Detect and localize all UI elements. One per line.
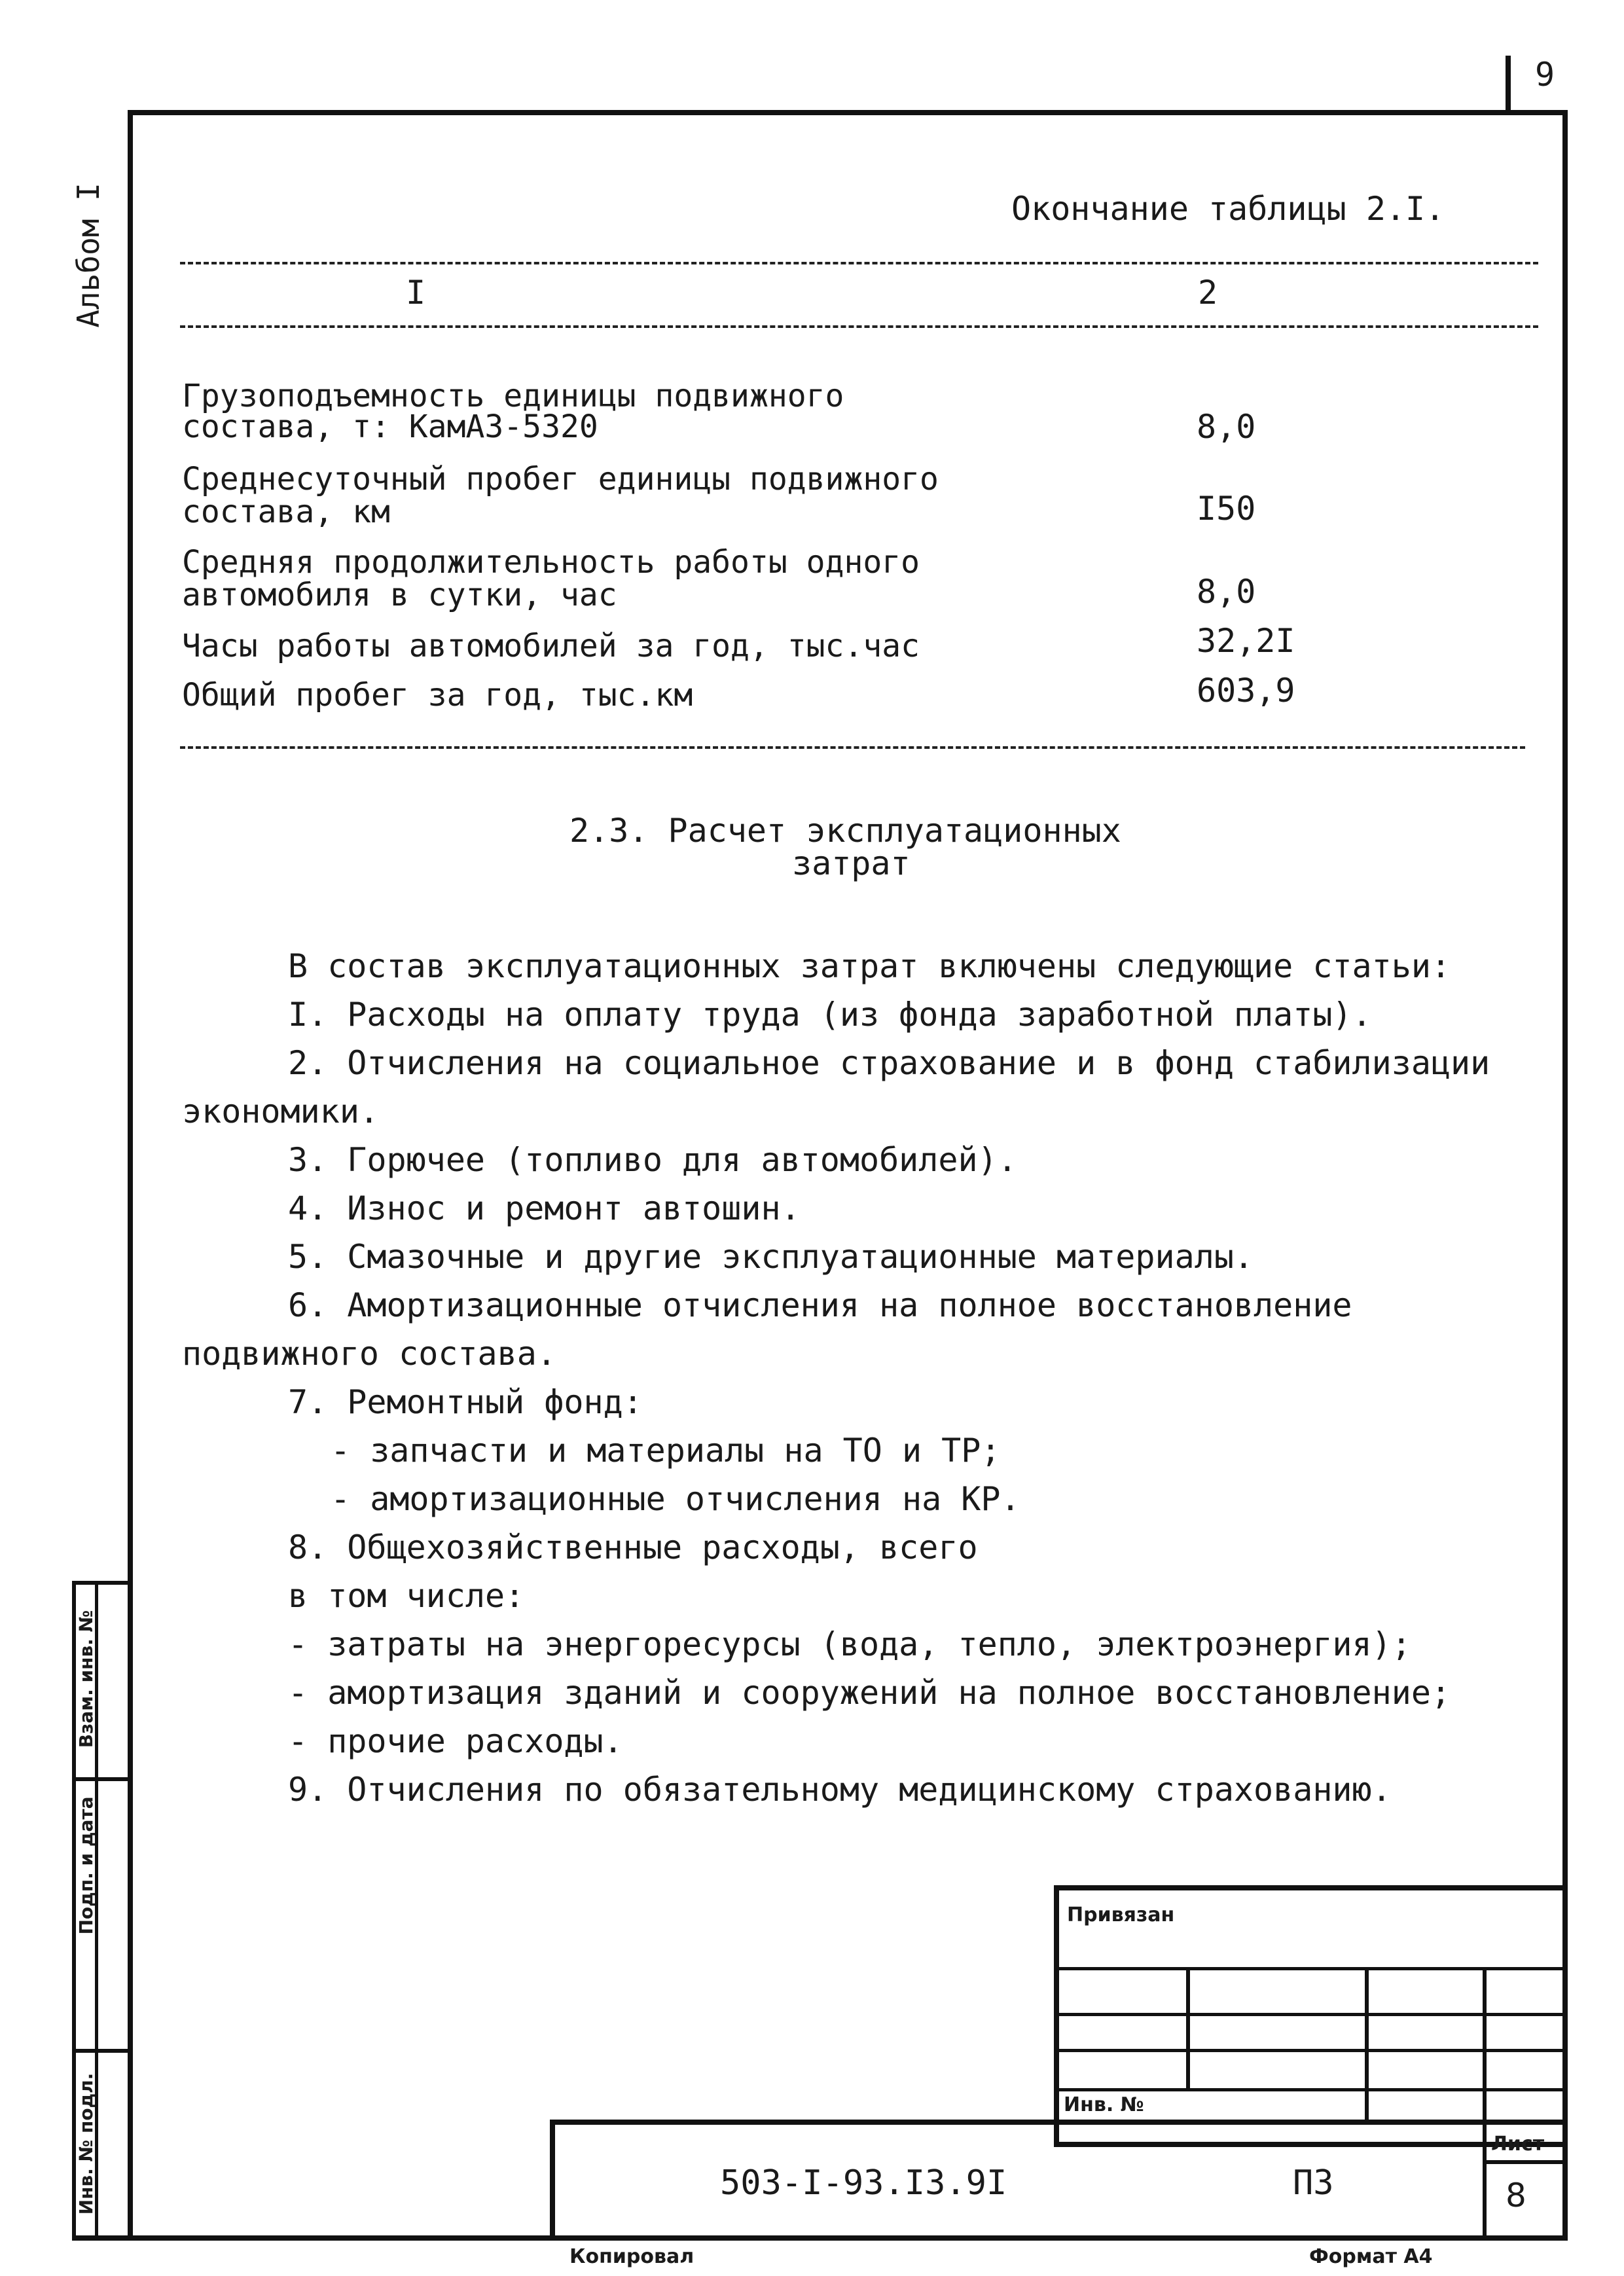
album-label: Альбом I <box>71 183 106 328</box>
table-row-value: 8,0 <box>1197 573 1256 611</box>
section-title-line1: 2.3. Расчет эксплуатационных <box>569 812 1121 850</box>
section-title-line2: затрат <box>792 844 911 882</box>
table-col2-header: 2 <box>1198 274 1218 312</box>
stamp-inv-no: Инв. № <box>1064 2093 1144 2116</box>
body-line: - амортизационные отчисления на КР. <box>331 1480 1020 1518</box>
body-line: 8. Общехозяйственные расходы, всего <box>288 1528 978 1566</box>
table-row-value: 8,0 <box>1197 408 1256 446</box>
body-line: - прочие расходы. <box>288 1722 623 1760</box>
table-row-value: I50 <box>1197 490 1256 528</box>
body-line: в том числе: <box>288 1577 525 1615</box>
body-line: - амортизация зданий и сооружений на полное восстановление; <box>288 1674 1451 1712</box>
stamp-doc-type: ПЗ <box>1293 2163 1334 2203</box>
stamp-hline <box>1054 2088 1568 2091</box>
table-top-rule <box>180 262 1538 264</box>
table-bottom-rule <box>180 746 1525 749</box>
table-row-label: Общий пробег за год, тыс.км <box>182 677 693 714</box>
corner-tick <box>1506 56 1511 115</box>
body-line: 6. Амортизационные отчисления на полное восстановление <box>288 1286 1352 1324</box>
table-caption: Окончание таблицы 2.I. <box>1011 190 1445 228</box>
table-row-value: 32,2I <box>1197 622 1295 660</box>
table-row-label: состава, км <box>182 494 390 530</box>
table-row-label: Среднесуточный пробег единицы подвижного <box>182 461 939 497</box>
table-header-rule <box>180 325 1538 328</box>
stamp-list-rule <box>1483 2160 1568 2164</box>
body-line: экономики. <box>182 1093 380 1130</box>
body-line: подвижного состава. <box>182 1335 556 1373</box>
body-line: 5. Смазочные и другие эксплуатационные материалы. <box>288 1238 1254 1276</box>
corner-page-number: 9 <box>1535 56 1555 94</box>
body-line: 9. Отчисления по обязательному медицинскому страхованию. <box>288 1771 1392 1809</box>
stamp-document-code: 503-I-93.I3.9I <box>720 2163 1007 2203</box>
body-line: 2. Отчисления на социальное страхование и в фонд стабилизации <box>288 1044 1490 1082</box>
stamp-sheet-number: 8 <box>1506 2177 1526 2214</box>
side-podp-data: Подп. и дата <box>75 1796 97 1935</box>
body-line: - запчасти и материалы на ТО и ТР; <box>331 1432 1001 1470</box>
table-row-label: Средняя продолжительность работы одного <box>182 544 920 581</box>
table-row-label: Часы работы автомобилей за год, тыс.час <box>182 628 920 664</box>
table-col1-header: I <box>406 274 426 312</box>
body-line: 4. Износ и ремонт автошин. <box>288 1189 801 1227</box>
side-vzam-inv: Взам. инв. № <box>75 1610 97 1748</box>
stamp-format: Формат А4 <box>1309 2245 1433 2268</box>
table-row-label: автомобиля в сутки, час <box>182 577 617 613</box>
stamp-vline <box>1365 1967 1369 2124</box>
table-row-value: 603,9 <box>1197 672 1295 710</box>
side-inv-podl: Инв. № подл. <box>75 2072 97 2215</box>
body-line: 3. Горючее (топливо для автомобилей). <box>288 1141 1017 1179</box>
body-line: - затраты на энергоресурсы (вода, тепло, электроэнергия); <box>288 1625 1411 1663</box>
body-line: 7. Ремонтный фонд: <box>288 1383 643 1421</box>
table-row-label: состава, т: КамАЗ-5320 <box>182 408 598 445</box>
stamp-list-label: Лист <box>1491 2133 1545 2156</box>
table-row-label: Грузоподъемность единицы подвижного <box>182 378 844 414</box>
stamp-kopiroval: Копировал <box>569 2245 695 2268</box>
stamp-hline <box>1054 2049 1568 2052</box>
stamp-title-block <box>550 2120 1568 2241</box>
frame-top <box>128 110 1568 115</box>
stamp-hline <box>1054 1967 1568 1970</box>
stamp-privyazan: Привязан <box>1067 1904 1175 1926</box>
stamp-vline <box>1186 1967 1190 2091</box>
stamp-hline <box>1054 2013 1568 2016</box>
body-line: I. Расходы на оплату труда (из фонда заработной платы). <box>288 996 1372 1034</box>
body-line: В состав эксплуатационных затрат включены следующие статьи: <box>288 947 1451 985</box>
